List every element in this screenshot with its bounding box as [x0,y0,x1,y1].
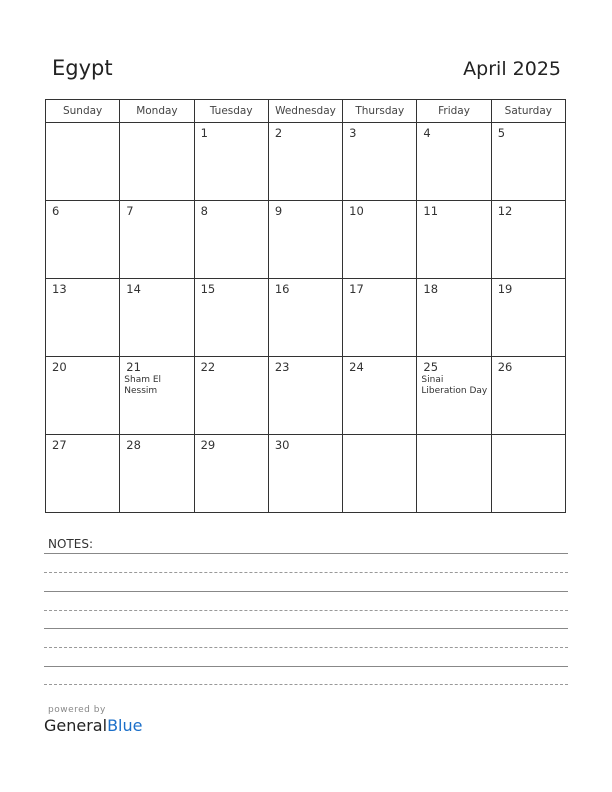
day-cell [120,123,194,201]
calendar-grid [45,99,566,513]
day-cell [46,123,120,201]
day-cell [194,279,268,357]
week-row [46,357,566,435]
day-number: 17 [349,282,364,296]
day-cell [343,435,417,513]
notes-line [44,610,568,611]
day-number [492,435,565,438]
day-cell [194,357,268,435]
day-number: 3 [349,126,357,140]
day-cell [120,279,194,357]
day-number: 18 [423,282,439,296]
day-number: 29 [200,438,216,452]
day-number: 8 [200,204,208,218]
day-number: 4 [423,126,431,140]
day-cell [491,357,565,435]
week-row [46,201,566,279]
day-cell [194,123,268,201]
day-number: 7 [126,204,134,218]
day-cell [343,357,417,435]
day-number: 27 [52,438,67,452]
day-number: 2 [274,126,283,140]
notes-line [44,572,568,573]
weekday-header: Thursday [343,100,417,123]
day-cell [268,201,342,279]
day-number: 1 [200,126,208,140]
weekday-header: Monday [120,100,194,123]
weekday-header: Saturday [491,100,565,123]
day-cell [491,201,565,279]
brand-general: General [44,716,108,735]
day-cell [268,279,342,357]
day-number: 16 [274,282,290,296]
day-number: 25 [423,360,439,374]
day-number: 24 [349,360,364,374]
week-row [46,123,566,201]
day-number: 19 [497,282,513,296]
day-number: 11 [423,204,439,218]
day-number: 14 [126,282,141,296]
day-number: 23 [274,360,290,374]
day-cell [120,201,194,279]
notes-line [44,628,568,629]
weekday-header-row [46,100,566,123]
day-cell [343,201,417,279]
day-number [417,435,490,438]
day-cell [46,435,120,513]
holiday-label: Sinai Liberation Day [421,375,488,396]
day-cell [491,123,565,201]
powered-by-text: powered by [48,705,106,715]
day-number: 30 [274,438,290,452]
day-number: 9 [274,204,283,218]
day-cell [46,279,120,357]
day-number: 5 [497,126,506,140]
day-number: 20 [52,360,67,374]
day-number [343,435,416,438]
day-number: 10 [349,204,364,218]
day-cell [417,279,491,357]
day-cell [46,357,120,435]
day-cell [417,201,491,279]
day-number: 6 [52,204,60,218]
month-year-title: April 2025 [463,58,561,80]
weekday-header: Sunday [46,100,120,123]
day-number [46,123,119,126]
notes-line [44,684,568,685]
generalblue-logo[interactable] [44,716,142,735]
week-row [46,279,566,357]
day-cell [120,357,194,435]
notes-line [44,666,568,667]
day-number: 15 [200,282,216,296]
day-cell [417,435,491,513]
weekday-header: Friday [417,100,491,123]
day-cell [417,123,491,201]
day-number [120,123,193,126]
week-row [46,435,566,513]
day-cell [343,123,417,201]
day-cell [268,123,342,201]
day-cell [194,201,268,279]
day-number: 12 [497,204,513,218]
notes-line [44,591,568,592]
day-cell [194,435,268,513]
country-title: Egypt [52,56,113,80]
weekday-header: Wednesday [268,100,342,123]
day-cell [343,279,417,357]
weekday-header: Tuesday [194,100,268,123]
day-number: 28 [126,438,141,452]
notes-line [44,647,568,648]
day-cell [491,435,565,513]
notes-label: NOTES: [48,537,93,551]
day-cell [268,435,342,513]
day-number: 22 [200,360,216,374]
notes-line [44,553,568,554]
day-number: 13 [52,282,67,296]
holiday-label: Sham El Nessim [124,375,162,396]
day-cell [417,357,491,435]
brand-blue: Blue [107,716,143,735]
day-cell [268,357,342,435]
day-cell [491,279,565,357]
day-cell [120,435,194,513]
day-number: 21 [126,360,141,374]
day-number: 26 [497,360,513,374]
day-cell [46,201,120,279]
